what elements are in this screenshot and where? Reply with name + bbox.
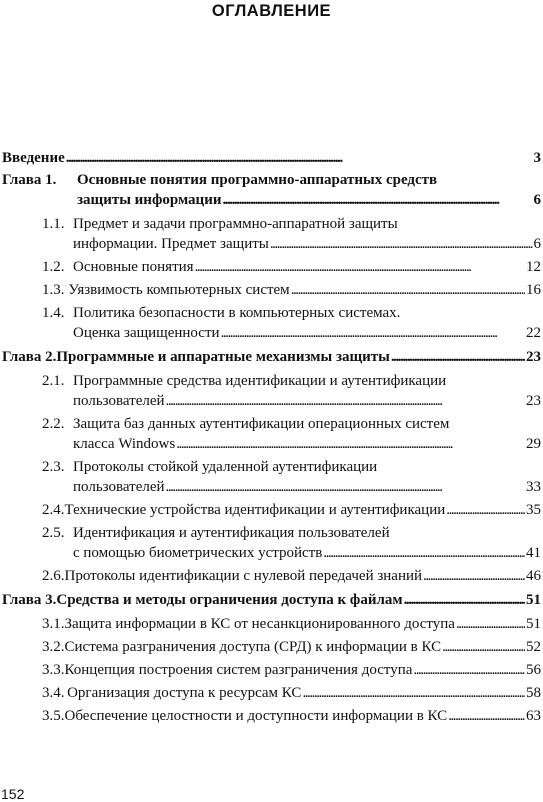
toc-entry-title: Введение — [2, 150, 65, 166]
toc-chapter — [2, 590, 541, 610]
toc-line — [42, 543, 541, 563]
toc-entry-number: 1.1. — [42, 216, 65, 232]
toc-leader-dots — [456, 614, 525, 634]
toc-page-number: 56 — [526, 662, 541, 678]
toc-line — [42, 434, 541, 454]
toc-entry-title: Уязвимость компьютерных систем — [68, 282, 290, 298]
toc-leader-dots — [270, 234, 533, 254]
toc-line — [42, 500, 541, 520]
toc-line — [42, 303, 541, 323]
toc-page-number: 58 — [526, 685, 541, 701]
toc-section — [42, 257, 541, 277]
toc-entry-number: 2.3. — [42, 459, 65, 475]
toc-section — [42, 523, 541, 563]
toc-entry-title: Организация доступа к ресурсам КС — [67, 685, 302, 701]
toc-entry-title: Протоколы идентификации с нулевой передачей знаний — [64, 568, 423, 584]
toc-section — [42, 414, 541, 454]
toc-line — [42, 660, 541, 680]
toc-leader-dots — [446, 500, 525, 520]
toc-entry-title: Обеспечение целостности и доступности информации в КС — [64, 708, 448, 724]
toc-line — [42, 391, 541, 411]
toc-entry-number: 3.3. — [42, 662, 65, 678]
toc-leader-dots — [323, 543, 525, 563]
toc-page-number: 23 — [526, 393, 541, 409]
toc-section — [42, 371, 541, 411]
toc-section — [42, 303, 541, 343]
toc-section — [42, 566, 541, 586]
toc-leader-dots — [176, 434, 525, 454]
toc-leader-dots — [291, 280, 525, 300]
toc-entry-number: Глава 3. — [2, 592, 57, 608]
toc-section — [42, 683, 541, 703]
page-number: 152 — [1, 786, 25, 802]
toc-leader-dots — [66, 148, 533, 168]
toc-entry-number: 2.2. — [42, 416, 65, 432]
toc-line — [42, 323, 541, 343]
toc-line — [42, 614, 541, 634]
toc-leader-dots — [195, 257, 525, 277]
toc-entry-number: Глава 2. — [2, 349, 57, 365]
toc-entry-number: 3.4. — [42, 685, 65, 701]
toc-section — [42, 706, 541, 726]
toc-entry-title: Идентификация и аутентификация пользователей — [73, 525, 390, 541]
toc-entry-title: класса Windows — [73, 436, 176, 452]
toc-line — [42, 683, 541, 703]
toc-line — [2, 170, 541, 190]
toc-page-number: 35 — [526, 502, 541, 518]
toc-section — [42, 457, 541, 497]
toc-entry-title: Основные понятия программно-аппаратных средств — [77, 172, 438, 188]
toc-entry-title: Защита информации в КС от несанкционированного доступа — [64, 616, 455, 632]
toc-line — [42, 523, 541, 543]
toc-chapter — [2, 170, 541, 210]
toc-section — [42, 614, 541, 634]
toc-line — [42, 637, 541, 657]
toc-entry-number: 2.1. — [42, 373, 65, 389]
toc-page-number: 52 — [526, 639, 541, 655]
toc-line — [2, 590, 541, 610]
toc-entry-title: Система разграничения доступа (СРД) к информации в КС — [64, 639, 442, 655]
toc-entry-number: 2.4. — [42, 502, 65, 518]
toc-page-number: 51 — [526, 616, 541, 632]
toc-entry-title: с помощью биометрических устройств — [73, 545, 323, 561]
toc-entry-title: пользователей — [73, 393, 165, 409]
toc-entry-title: Программные средства идентификации и аутентификации — [73, 373, 447, 389]
toc-entry-title: Средства и методы ограничения доступа к файлам — [56, 592, 403, 608]
toc-entry-title: защиты информации — [77, 192, 222, 208]
toc-entry-title: Предмет и задачи программно-аппаратной защиты — [73, 216, 398, 232]
toc-leader-dots — [223, 190, 533, 210]
toc-page-number: 41 — [526, 545, 541, 561]
toc-leader-dots — [302, 683, 525, 703]
toc-leader-dots — [423, 566, 525, 586]
page-title: ОГЛАВЛЕНИЕ — [211, 2, 332, 20]
toc-entry-title: Оценка защищенности — [73, 325, 220, 341]
toc-page-number: 23 — [526, 349, 541, 365]
toc-entry-title: информации. Предмет защиты — [73, 236, 269, 252]
toc-page-number: 6 — [533, 192, 541, 208]
toc-entry-title: Программные и аппаратные механизмы защиты — [56, 349, 390, 365]
toc-section — [42, 280, 541, 300]
toc-entry-number: 2.5. — [42, 525, 65, 541]
toc-line — [42, 234, 541, 254]
toc-line — [42, 457, 541, 477]
toc-leader-dots — [404, 590, 525, 610]
toc-page-number: 46 — [526, 568, 541, 584]
toc-page-number: 3 — [533, 150, 541, 166]
toc-page-number: 29 — [526, 436, 541, 452]
toc-entry-title: Протоколы стойкой удаленной аутентификации — [73, 459, 378, 475]
toc-leader-dots — [166, 477, 525, 497]
toc-entry-title: Защита баз данных аутентификации операционных систем — [73, 416, 450, 432]
toc-line — [42, 706, 541, 726]
toc-section — [42, 660, 541, 680]
toc-line — [42, 414, 541, 434]
toc-leader-dots — [442, 637, 525, 657]
toc-entry-number: 3.5. — [42, 708, 65, 724]
toc-entry-title: Основные понятия — [73, 259, 194, 275]
toc-section — [42, 214, 541, 254]
toc-page-number: 63 — [526, 708, 541, 724]
toc-chapter — [2, 347, 541, 367]
toc-page-number: 51 — [526, 592, 541, 608]
toc-line — [42, 214, 541, 234]
toc-page-number: 16 — [526, 282, 541, 298]
toc-page-number: 22 — [526, 325, 541, 341]
toc-entry-number: 3.2. — [42, 639, 65, 655]
toc-line — [42, 280, 541, 300]
toc-line — [42, 566, 541, 586]
toc-leader-dots — [221, 323, 525, 343]
toc-entry-number: 2.6. — [42, 568, 65, 584]
toc-section — [42, 500, 541, 520]
toc-entry-title: Технические устройства идентификации и аутентификации — [64, 502, 446, 518]
toc-leader-dots — [391, 347, 525, 367]
toc-entry-number: Глава 1. — [2, 172, 57, 188]
toc-page-number: 6 — [533, 236, 541, 252]
toc-entry-number: 1.2. — [42, 259, 65, 275]
toc-section — [42, 637, 541, 657]
toc-entry-title: Политика безопасности в компьютерных системах. — [73, 305, 401, 321]
toc-line — [2, 148, 541, 168]
toc-entry-number: 1.3. — [42, 282, 65, 298]
toc-page-number: 33 — [526, 479, 541, 495]
toc-line — [2, 347, 541, 367]
toc-entry-number: 1.4. — [42, 305, 65, 321]
toc-intro — [2, 148, 541, 168]
toc-leader-dots — [448, 706, 525, 726]
toc-entry-number: 3.1. — [42, 616, 65, 632]
toc-line — [2, 190, 541, 210]
toc-leader-dots — [166, 391, 525, 411]
toc-entry-title: пользователей — [73, 479, 165, 495]
toc-entry-title: Концепция построения систем разграничения доступа — [64, 662, 413, 678]
toc-leader-dots — [413, 660, 525, 680]
toc-page-number: 12 — [526, 259, 541, 275]
toc-line — [42, 371, 541, 391]
toc-line — [42, 477, 541, 497]
toc-line — [42, 257, 541, 277]
